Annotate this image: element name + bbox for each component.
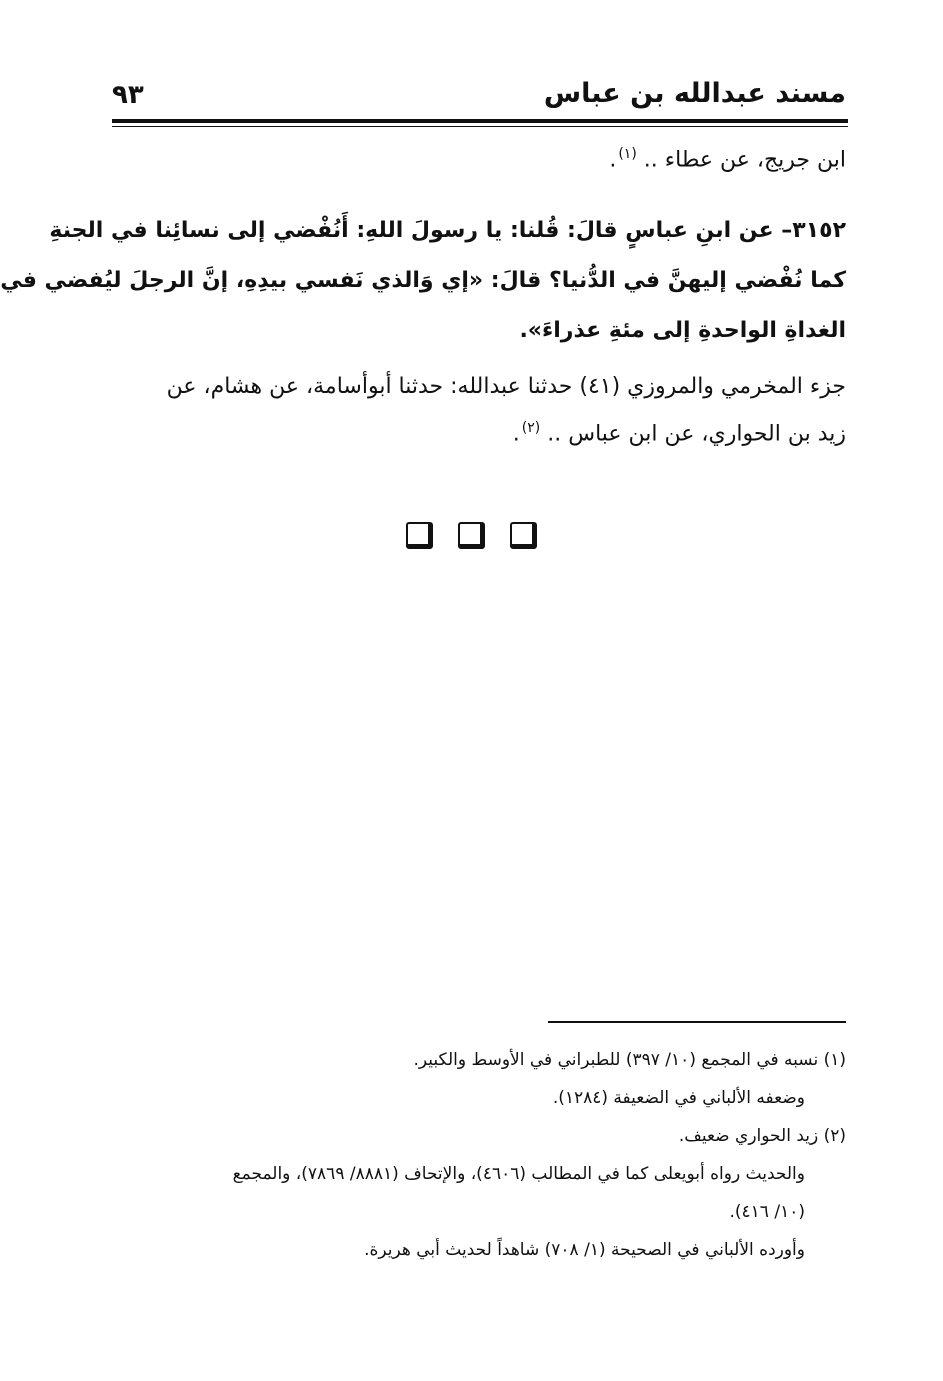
separator-box-icon bbox=[510, 522, 537, 549]
section-separator bbox=[406, 522, 538, 550]
header-rule-thin bbox=[112, 126, 848, 127]
text-segment: . bbox=[512, 421, 520, 447]
book-title: مسند عبدالله بن عباس bbox=[543, 78, 846, 109]
page-number: ٩٣ bbox=[112, 80, 144, 110]
separator-box-icon bbox=[406, 522, 433, 549]
footnote-1-line-1: (١) نسبه في المجمع (١٠/ ٣٩٧) للطبراني في الأوسط والكبير. bbox=[413, 1050, 846, 1070]
footnote-2-line-2: والحديث رواه أبويعلى كما في المطالب (٤٦٠٦)، والإتحاف (٨٨٨١/ ٧٨٦٩)، والمجمع bbox=[232, 1164, 805, 1184]
footnote-reference-2: (٢) bbox=[521, 420, 541, 436]
header-rule-thick bbox=[112, 119, 848, 123]
footnote-2-line-1: (٢) زيد الحواري ضعيف. bbox=[678, 1126, 846, 1146]
footnote-2-line-3: (١٠/ ٤١٦). bbox=[729, 1202, 805, 1222]
footnote-reference-1: (١) bbox=[618, 146, 637, 162]
footnote-2-line-4: وأورده الألباني في الصحيحة (١/ ٧٠٨) شاهداً لحديث أبي هريرة. bbox=[364, 1240, 805, 1260]
source-line-1: جزء المخرمي والمروزي (٤١) حدثنا عبدالله: حدثنا أبوأسامة، عن هشام، عن bbox=[166, 374, 846, 399]
text-line bbox=[609, 146, 846, 172]
footnote-rule bbox=[548, 1021, 846, 1023]
hadith-line-2: كما نُفْضي إليهنَّ في الدُّنيا؟ قالَ: «إي وَالذي نَفسي بيدِهِ، إنَّ الرجلَ ليُفضي في bbox=[0, 268, 846, 293]
footnote-1-line-2: وضعفه الألباني في الضعيفة (١٢٨٤). bbox=[552, 1088, 805, 1108]
hadith-line-1: ٣١٥٢– عن ابنِ عباسٍ قالَ: قُلنا: يا رسولَ اللهِ: أَنُفْضي إلى نسائِنا في الجنةِ bbox=[49, 218, 846, 243]
separator-box-icon bbox=[458, 522, 485, 549]
text-segment: . bbox=[609, 147, 617, 173]
source-line-2 bbox=[513, 420, 846, 446]
text-segment: زيد بن الحواري، عن ابن عباس .. bbox=[540, 421, 846, 447]
hadith-line-3: الغداةِ الواحدةِ إلى مئةِ عذراءَ». bbox=[519, 318, 846, 343]
text-segment: ابن جريج، عن عطاء .. bbox=[636, 147, 846, 173]
